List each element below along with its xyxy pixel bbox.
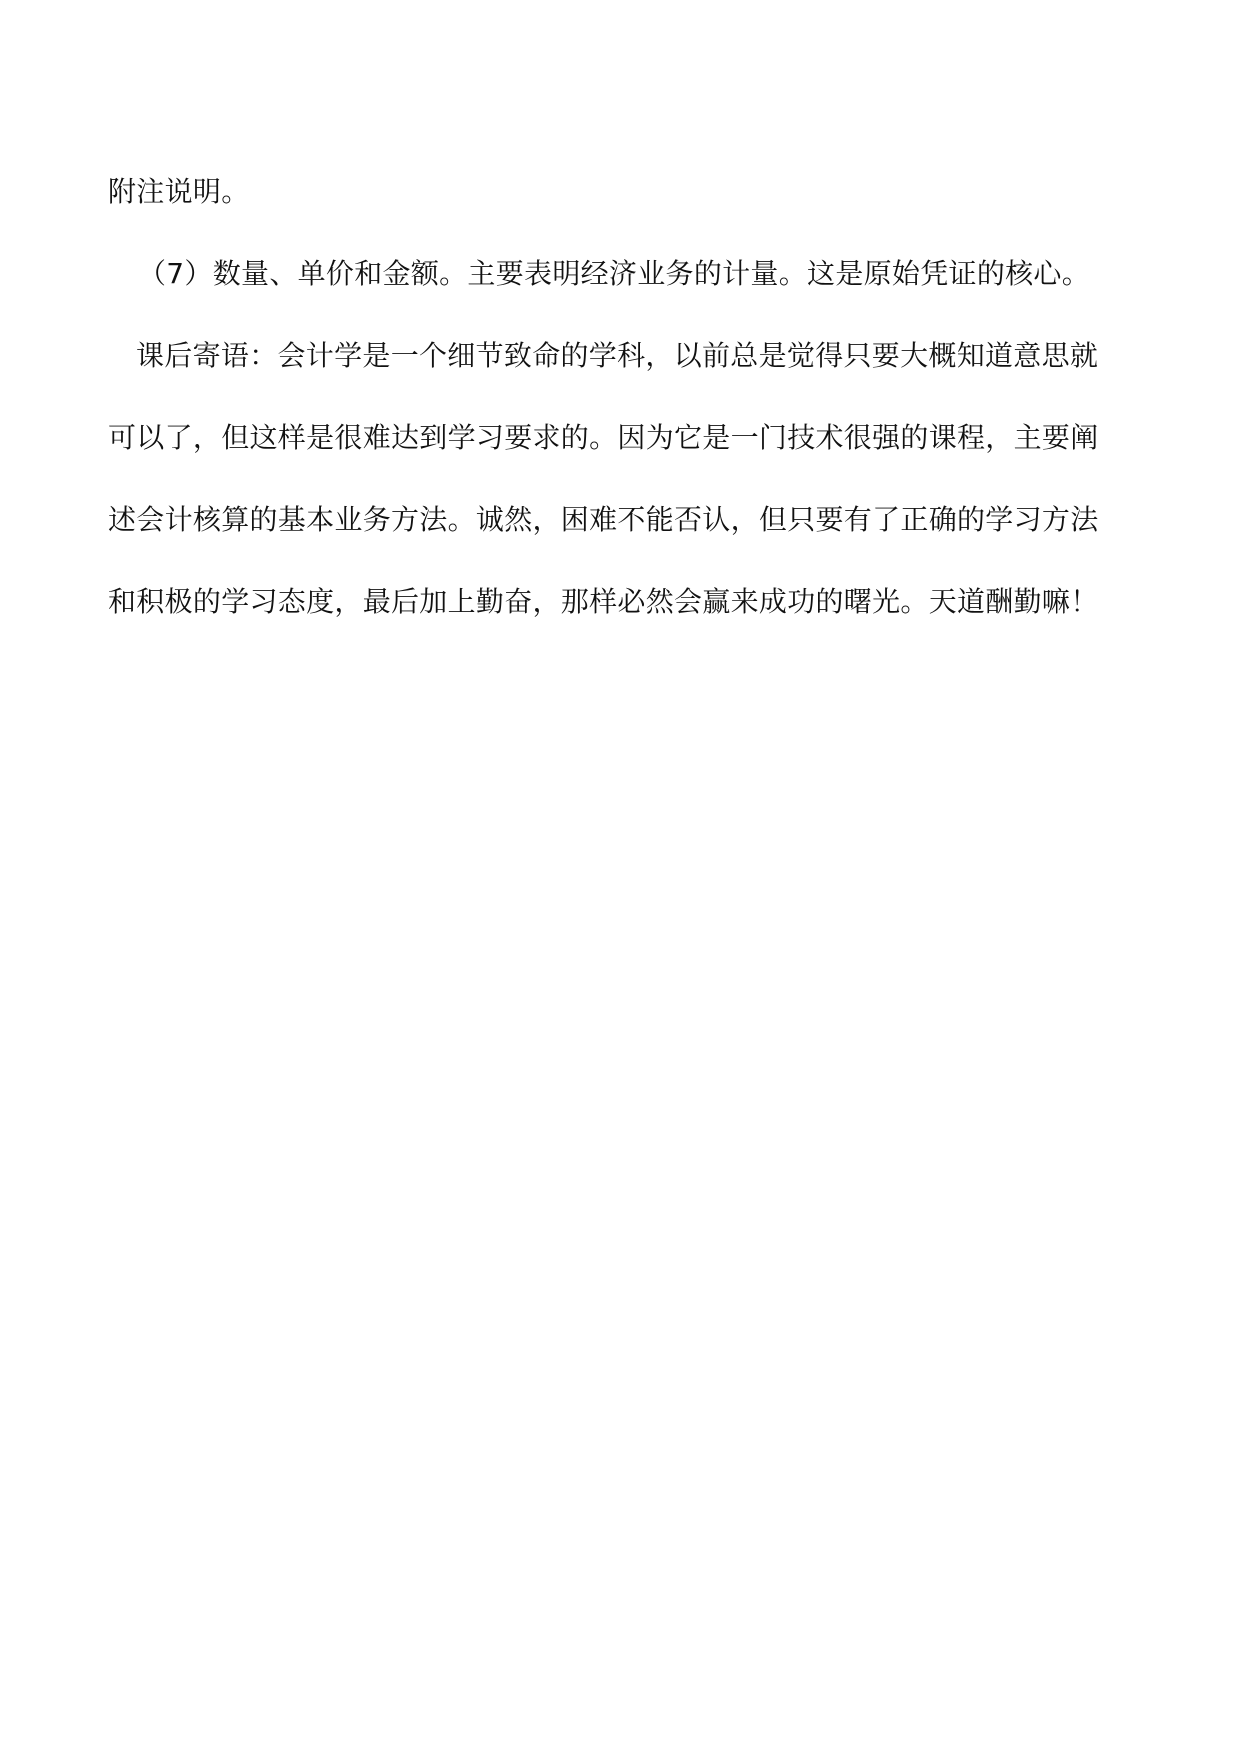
paragraph-line: （7）数量、单价和金额。主要表明经济业务的计量。这是原始凭证的核心。	[138, 257, 1091, 290]
paragraph-line: 和积极的学习态度，最后加上勤奋，那样必然会赢来成功的曙光。天道酬勤嘛！	[108, 585, 1099, 618]
paragraph-line: 可以了，但这样是很难达到学习要求的。因为它是一门技术很强的课程，主要阐	[108, 421, 1099, 454]
paragraph-line: 述会计核算的基本业务方法。诚然，困难不能否认，但只要有了正确的学习方法	[108, 503, 1099, 536]
paragraph-line: 课后寄语：会计学是一个细节致命的学科，以前总是觉得只要大概知道意思就	[136, 339, 1099, 372]
paragraph-line: 附注说明。	[108, 175, 250, 208]
